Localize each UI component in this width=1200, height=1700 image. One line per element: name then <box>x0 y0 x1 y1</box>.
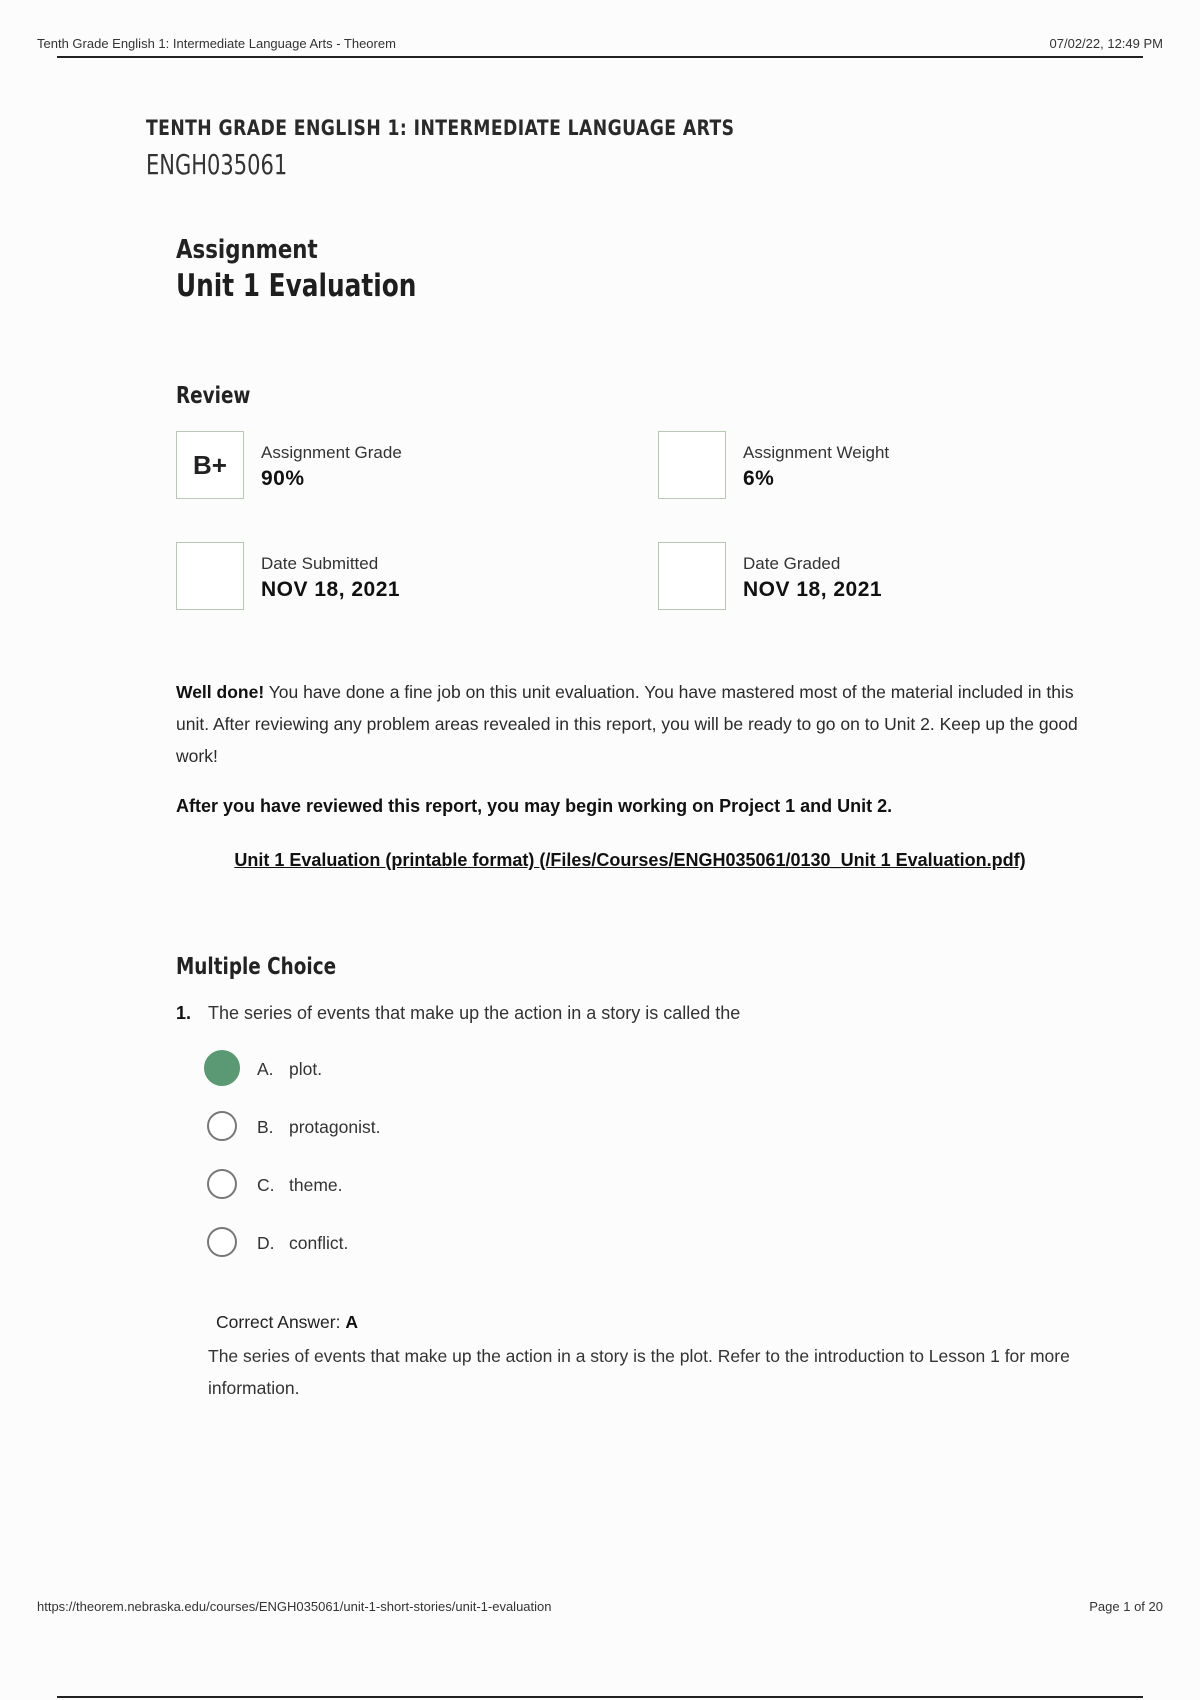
date-submitted-value: NOV 18, 2021 <box>261 578 401 601</box>
print-page-title: Tenth Grade English 1: Intermediate Language Arts - Theorem <box>37 36 396 51</box>
choice-text: conflict. <box>289 1233 349 1253</box>
review-heading: Review <box>176 383 251 409</box>
calendar-graded-icon <box>658 542 726 610</box>
grade-badge: B+ <box>176 431 244 499</box>
radio-empty-icon[interactable] <box>207 1227 237 1257</box>
header-divider <box>57 56 1143 58</box>
print-page-number: Page 1 of 20 <box>1089 1599 1163 1614</box>
choice-text: plot. <box>289 1059 323 1079</box>
assignment-weight-card <box>658 431 1098 503</box>
print-url: https://theorem.nebraska.edu/courses/ENGH035061/unit-1-short-stories/unit-1-evaluation <box>37 1599 552 1614</box>
choice-b[interactable] <box>207 1108 707 1148</box>
choice-letter: B. <box>257 1117 274 1137</box>
choice-text: protagonist. <box>289 1117 381 1137</box>
question-number: 1. <box>176 1003 192 1023</box>
assignment-weight-value: 6% <box>743 467 775 490</box>
assignment-grade-value: 90% <box>261 467 305 490</box>
next-steps-note: After you have reviewed this report, you may begin working on Project 1 and Unit 2. <box>176 796 893 816</box>
feedback-lead: Well done! <box>176 682 265 702</box>
correct-answer <box>216 1312 358 1333</box>
date-graded-label: Date Graded <box>743 554 841 573</box>
assignment-weight-label: Assignment Weight <box>743 443 890 462</box>
choice-letter: A. <box>257 1059 274 1079</box>
choice-d[interactable] <box>207 1224 707 1264</box>
date-graded-value: NOV 18, 2021 <box>743 578 883 601</box>
question-text: The series of events that make up the action in a story is called the <box>208 1003 741 1023</box>
choice-c[interactable] <box>207 1166 707 1206</box>
calendar-submitted-icon <box>176 542 244 610</box>
correct-answer-value: A <box>345 1312 358 1332</box>
print-footer <box>37 1599 1163 1614</box>
printable-evaluation-link[interactable]: Unit 1 Evaluation (printable format) (/Files/Courses/ENGH035061/0130_Unit 1 Evaluation.pdf) <box>234 850 1026 870</box>
course-title: TENTH GRADE ENGLISH 1: INTERMEDIATE LANGUAGE ARTS <box>146 116 735 140</box>
assignment-grade-card <box>176 431 616 503</box>
print-timestamp: 07/02/22, 12:49 PM <box>1049 36 1163 51</box>
date-submitted-label: Date Submitted <box>261 554 379 573</box>
radio-empty-icon[interactable] <box>207 1169 237 1199</box>
radio-empty-icon[interactable] <box>207 1111 237 1141</box>
weight-icon <box>658 431 726 499</box>
choice-text: theme. <box>289 1175 343 1195</box>
feedback-message <box>176 676 1084 772</box>
print-header <box>37 36 1163 51</box>
answer-explanation: The series of events that make up the action in a story is the plot. Refer to the introduction to Lesson 1 for more information. <box>208 1346 1070 1398</box>
footer-divider <box>57 1696 1143 1698</box>
feedback-body: You have done a fine job on this unit evaluation. You have mastered most of the material included in this unit. After reviewing any problem areas revealed in this report, you will be ready to go on to Unit 2. Keep up the good work! <box>176 682 1078 766</box>
choice-letter: D. <box>257 1233 275 1253</box>
assignment-title: Unit 1 Evaluation <box>176 268 417 304</box>
choice-a[interactable] <box>207 1050 707 1090</box>
correct-answer-label: Correct Answer: <box>216 1312 346 1332</box>
assignment-label: Assignment <box>176 235 318 265</box>
date-submitted-card <box>176 542 616 614</box>
course-code: ENGH035061 <box>146 148 288 181</box>
choice-letter: C. <box>257 1175 275 1195</box>
radio-selected-icon[interactable] <box>204 1050 240 1086</box>
assignment-grade-label: Assignment Grade <box>261 443 402 462</box>
date-graded-card <box>658 542 1098 614</box>
multiple-choice-heading: Multiple Choice <box>176 954 337 980</box>
